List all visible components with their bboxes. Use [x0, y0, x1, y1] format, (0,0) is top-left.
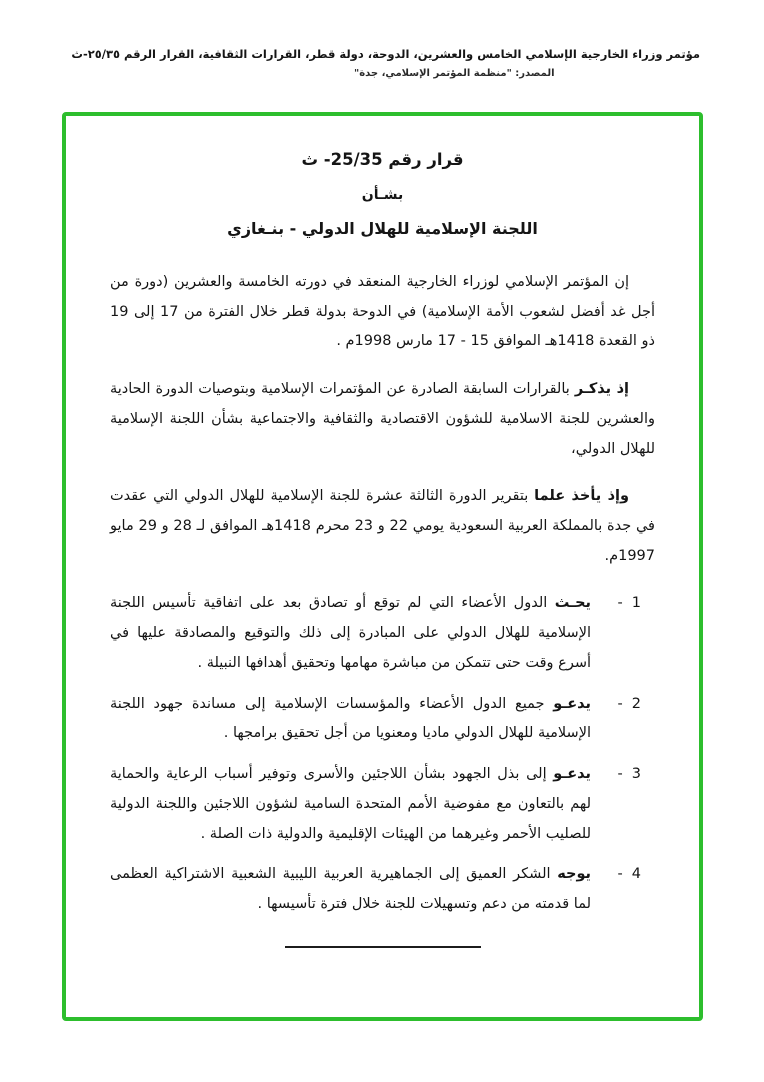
item-2-marker [605, 690, 641, 720]
item-3-text [110, 760, 591, 849]
item-1-dash: - [617, 595, 623, 612]
operative-items [110, 589, 655, 919]
item-2-dash: - [617, 695, 623, 712]
header-source: المصدر: "منظمة المؤتمر الإسلامي، جدة" [354, 68, 555, 80]
closing-rule [285, 946, 481, 948]
item-2-number: 2 [631, 695, 641, 712]
item-1-body: الدول الأعضاء التي لم توقع أو تصادق بعد على اتفاقية تأسيس اللجنة الإسلامية للهلال الدولي على المبادرة إلى ذلك والتوقيع والمصادقة عليها في أسرع وقت حتى تتمكن من مباشرة مهامها وتحقيق أهدافها النبيلة . [110, 595, 591, 671]
resolution-number-title: قرار رقم 25/35- ث [301, 150, 464, 169]
resolution-subject-title: اللجنة الإسلامية للهلال الدولي - بنـغازي [227, 219, 538, 238]
item-1-number: 1 [631, 595, 641, 612]
resolution-item-4 [110, 860, 641, 919]
paragraph-recalling-lead: إذ يذكـر [574, 381, 629, 398]
paragraph-recalling [110, 375, 655, 464]
item-1-lead: يحـث [554, 595, 591, 612]
document-header [64, 46, 700, 79]
item-1-text [110, 589, 591, 678]
resolution-frame [62, 112, 703, 1021]
item-3-number: 3 [631, 766, 641, 783]
paragraph-taking-note-lead: وإذ يأخذ علما [534, 488, 629, 505]
item-4-number: 4 [631, 866, 641, 883]
item-2-body: جميع الدول الأعضاء والمؤسسات الإسلامية إلى مساندة جهود اللجنة الإسلامية للهلال الدولي ماديا ومعنويا من أجل تحقيق برامجها . [110, 695, 591, 742]
item-4-marker [605, 860, 641, 890]
item-4-lead: يوجه [557, 866, 591, 883]
item-2-lead: يدعـو [553, 695, 591, 712]
paragraph-preamble-text: إن المؤتمر الإسلامي لوزراء الخارجية المنعقد في دورته الخامسة والعشرين (دورة من أجل غد أفضل لشعوب الأمة الإسلامية) في الدوحة بدولة قطر خلال الفترة من 17 إلى 19 ذو القعدة 1418هـ الموافق 15 - 17 مارس 1998م . [110, 274, 655, 350]
item-3-dash: - [617, 766, 623, 783]
paragraph-taking-note-text: بتقرير الدورة الثالثة عشرة للجنة الإسلامية للهلال الدولي التي عقدت في جدة بالمملكة العربية السعودية يومي 22 و 23 محرم 1418هـ الموافق لـ 28 و 29 مايو 1997م. [110, 488, 655, 564]
title-block [110, 150, 655, 238]
header-citation: مؤتمر وزراء الخارجية الإسلامي الخامس والعشرين، الدوحة، دولة قطر، القرارات الثقافية، القرار الرقم ٢٥/٣٥-ث [71, 47, 700, 61]
item-4-dash: - [617, 866, 623, 883]
paragraph-preamble [110, 268, 655, 357]
item-3-lead: يدعـو [553, 766, 591, 783]
item-4-body: الشكر العميق إلى الجماهيرية العربية الليبية الشعبية الاشتراكية العظمى لما قدمته من دعم وتسهيلات للجنة خلال فترة تأسيسها . [110, 866, 591, 912]
resolution-item-1 [110, 589, 641, 678]
paragraph-recalling-text: بالقرارات السابقة الصادرة عن المؤتمرات الإسلامية وبتوصيات الدورة الحادية والعشرين للجنة الاسلامية للشؤون الاقتصادية والثقافية والاجتماعية بشأن اللجنة الإسلامية للهلال الدولي، [110, 381, 655, 457]
resolution-content [66, 116, 699, 948]
item-3-marker [605, 760, 641, 790]
resolution-regarding-label: بشـأن [361, 187, 404, 203]
resolution-item-2 [110, 690, 641, 749]
item-2-text [110, 690, 591, 749]
item-1-marker [605, 589, 641, 619]
resolution-item-3 [110, 760, 641, 849]
item-4-text [110, 860, 591, 919]
item-3-body: إلى بذل الجهود بشأن اللاجئين والأسرى وتوفير أسباب الرعاية والحماية لهم بالتعاون مع مفوضية الأمم المتحدة السامية لشؤون اللاجئين واللجنة الدولية للصليب الأحمر وغيرهما من الهيئات الإقليمية والدولية ذات الصلة . [110, 766, 591, 842]
paragraph-taking-note [110, 482, 655, 571]
